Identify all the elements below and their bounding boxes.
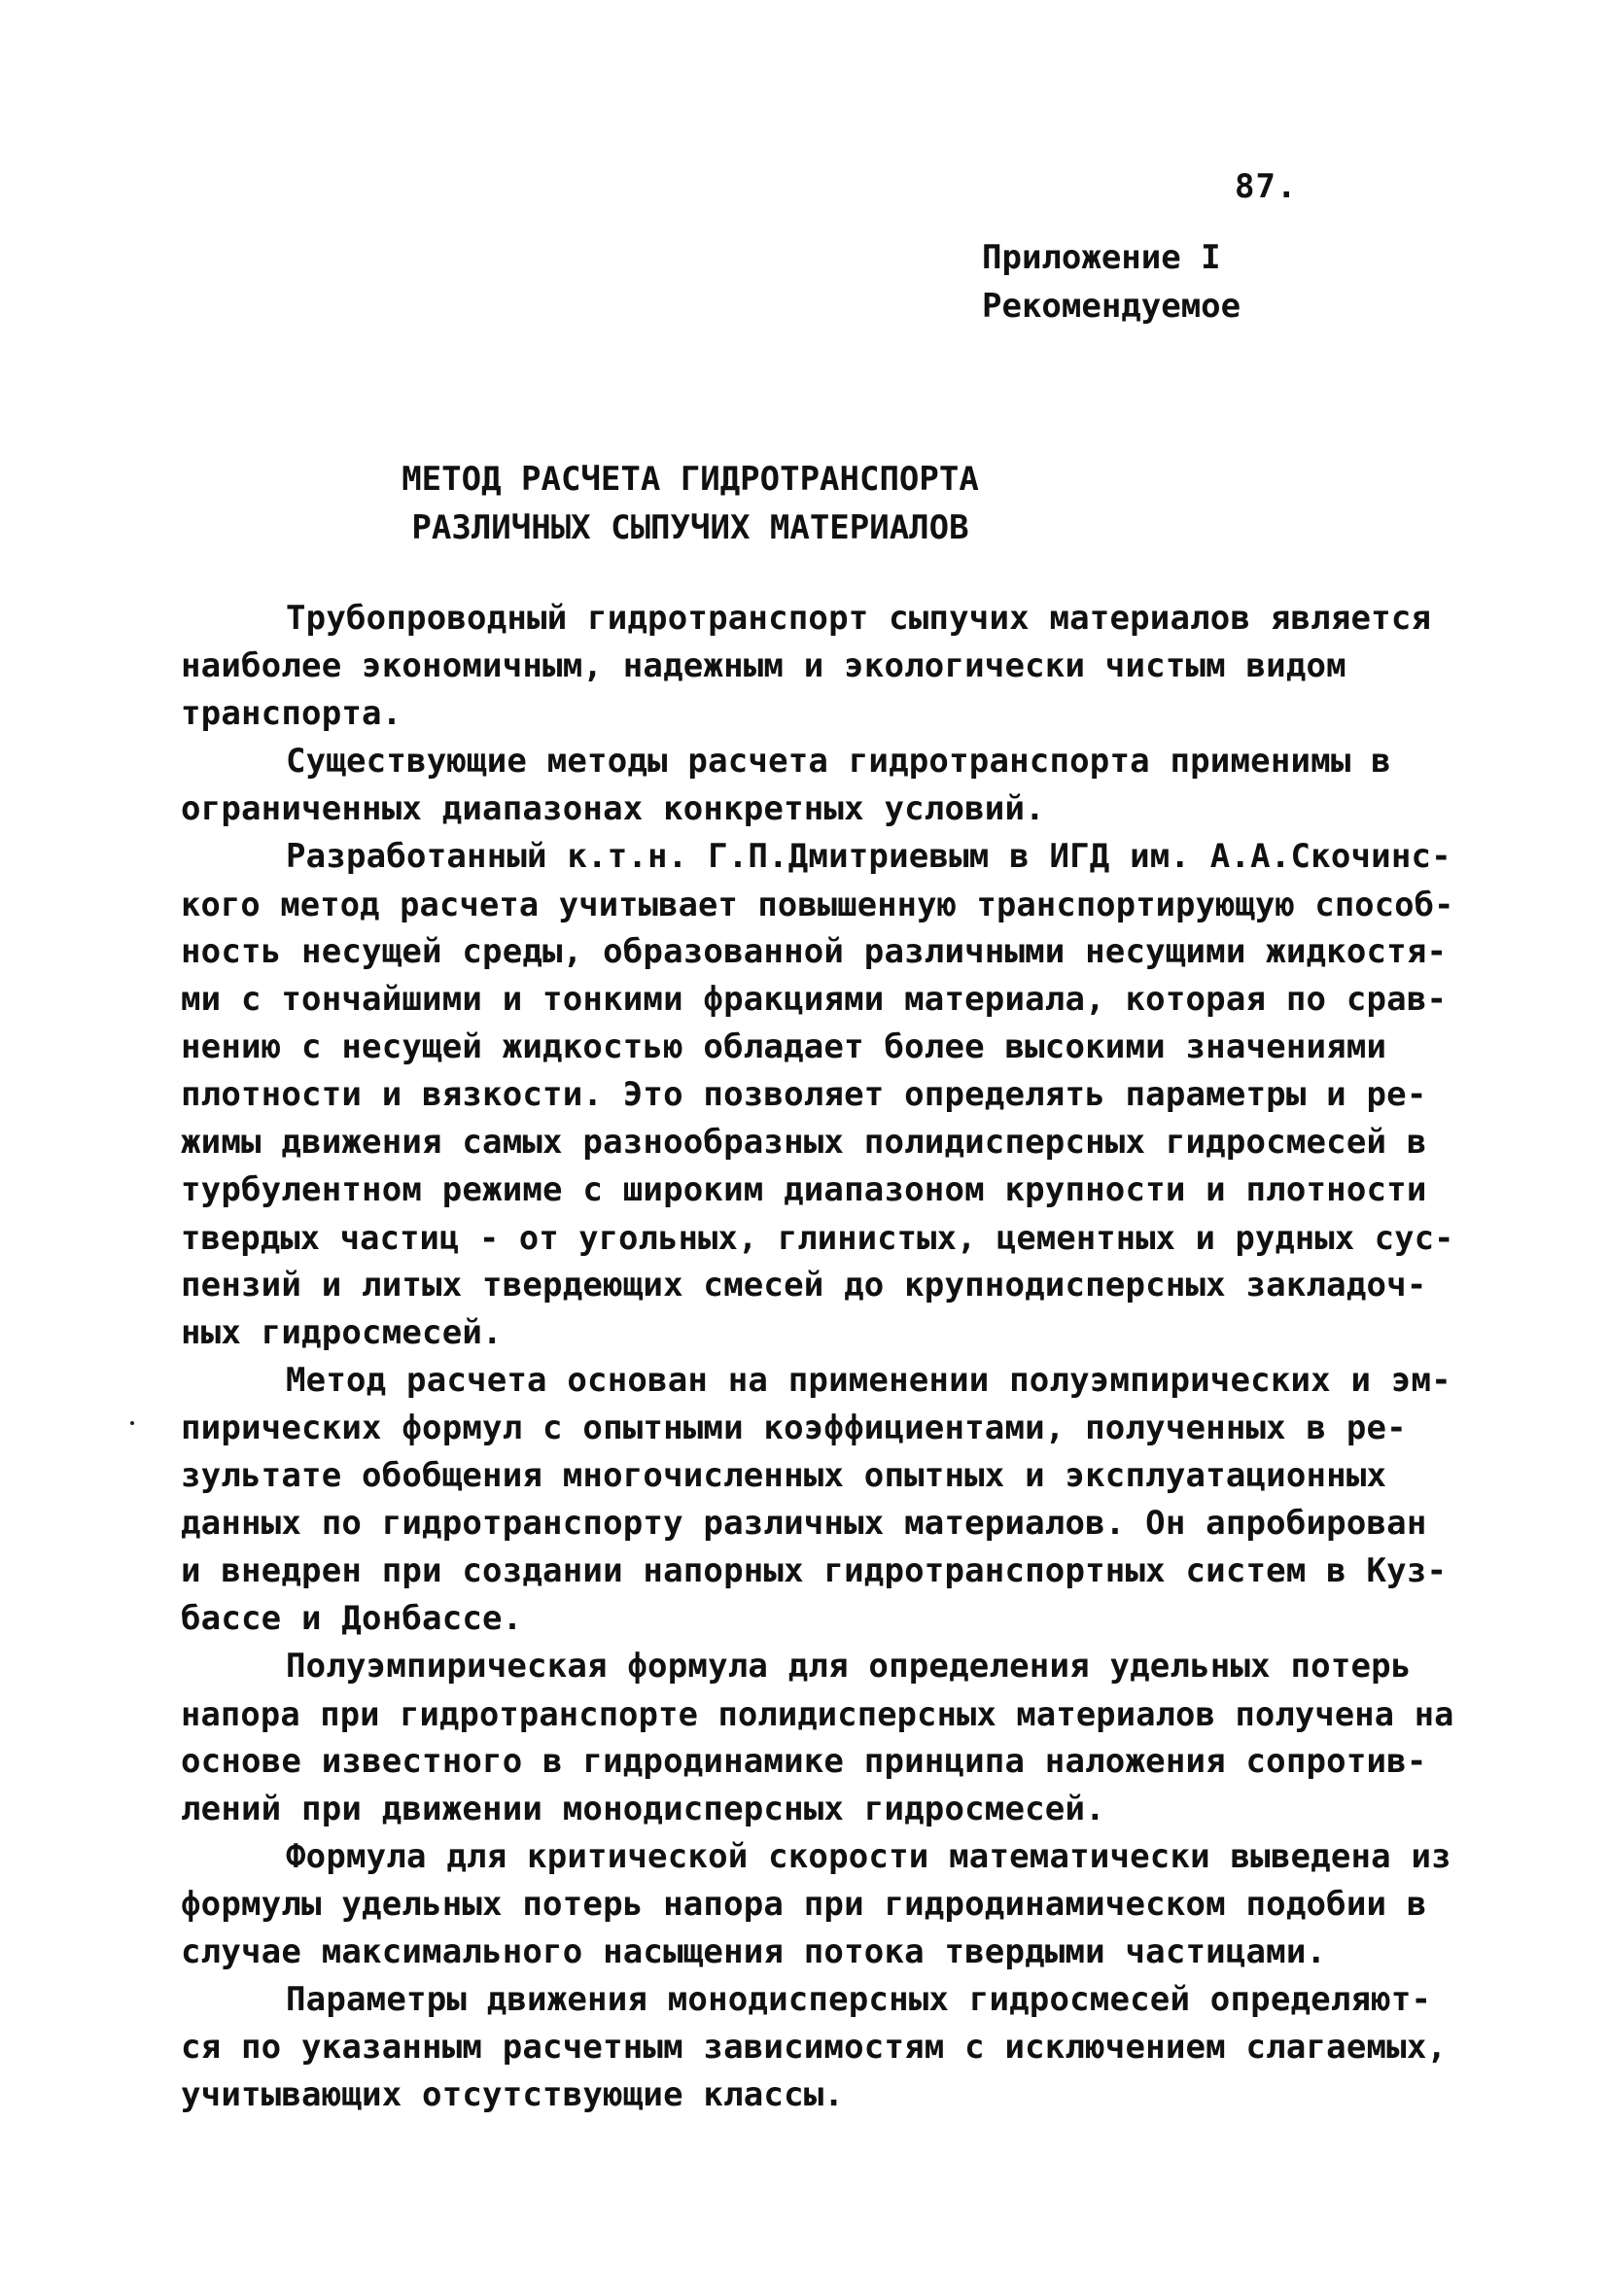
text-line: кого метод расчета учитывает повышенную транспортирующую способ-: [181, 886, 1454, 923]
text-line: Разработанный к.т.н. Г.П.Дмитриевым в ИГД им. А.А.Скочинс-: [286, 837, 1451, 876]
text-line: пензий и литых твердеющих смесей до крупнодисперсных закладоч-: [181, 1266, 1427, 1305]
text-line: Трубопроводный гидротранспорт сыпучих материалов является: [286, 599, 1432, 638]
text-line: жимы движения самых разнообразных полидисперсных гидросмесей в: [181, 1123, 1427, 1162]
text-line: лений при движении монодисперсных гидросмесей.: [181, 1790, 1105, 1828]
title-line-2: РАЗЛИЧНЫХ СЫПУЧИХ МАТЕРИАЛОВ: [411, 508, 969, 547]
text-line: ность несущей среды, образованной различными несущими жидкостя-: [181, 932, 1448, 971]
scan-speck: [130, 1421, 134, 1425]
text-line: Параметры движения монодисперсных гидросмесей определяют-: [286, 1980, 1432, 2019]
text-line: и внедрен при создании напорных гидротранспортных систем в Куз-: [181, 1551, 1448, 1590]
text-line: Формула для критической скорости математически выведена из: [286, 1837, 1451, 1876]
text-line: зультате обобщения многочисленных опытных и эксплуатационных: [181, 1456, 1387, 1495]
body-text: [181, 595, 1454, 2119]
document-title: [350, 455, 1031, 552]
text-line: плотности и вязкости. Это позволяет определять параметры и ре-: [181, 1075, 1427, 1114]
text-line: напора при гидротранспорте полидисперсных материалов получена на: [181, 1695, 1454, 1733]
appendix-number: Приложение I: [982, 238, 1221, 277]
text-line: данных по гидротранспорту различных материалов. Он апробирован: [181, 1504, 1427, 1543]
text-line: ных гидросмесей.: [181, 1313, 503, 1352]
text-line: нению с несущей жидкостью обладает более высокими значениями: [181, 1027, 1387, 1066]
text-line: транспорта.: [181, 694, 402, 733]
text-line: твердых частиц - от угольных, глинистых, цементных и рудных сус-: [181, 1219, 1454, 1257]
text-line: ся по указанным расчетным зависимостям с исключением слагаемых,: [181, 2028, 1448, 2067]
appendix-status: Рекомендуемое: [982, 287, 1241, 326]
title-line-1: МЕТОД РАСЧЕТА ГИДРОТРАНСПОРТА: [402, 460, 979, 499]
appendix-label: [982, 233, 1241, 330]
text-line: случае максимального насыщения потока твердыми частицами.: [181, 1932, 1327, 1971]
text-line: ограниченных диапазонах конкретных условий.: [181, 789, 1045, 828]
text-line: наиболее экономичным, надежным и экологически чистым видом: [181, 646, 1346, 685]
text-line: Полуэмпирическая формула для определения удельных потерь: [286, 1647, 1412, 1686]
text-line: формулы удельных потерь напора при гидродинамическом подобии в: [181, 1885, 1427, 1924]
text-line: турбулентном режиме с широким диапазоном крупности и плотности: [181, 1170, 1427, 1209]
text-line: пирических формул с опытными коэффициентами, полученных в ре-: [181, 1409, 1407, 1447]
text-line: Метод расчета основан на применении полуэмпирических и эм-: [286, 1361, 1451, 1400]
page-number: 87.: [1235, 167, 1298, 206]
text-line: Существующие методы расчета гидротранспорта применимы в: [286, 742, 1391, 781]
text-line: ми с тончайшими и тонкими фракциями материала, которая по срав-: [181, 980, 1448, 1019]
text-line: бассе и Донбассе.: [181, 1599, 523, 1638]
text-line: основе известного в гидродинамике принципа наложения сопротив-: [181, 1742, 1427, 1781]
text-line: учитывающих отсутствующие классы.: [181, 2075, 845, 2114]
